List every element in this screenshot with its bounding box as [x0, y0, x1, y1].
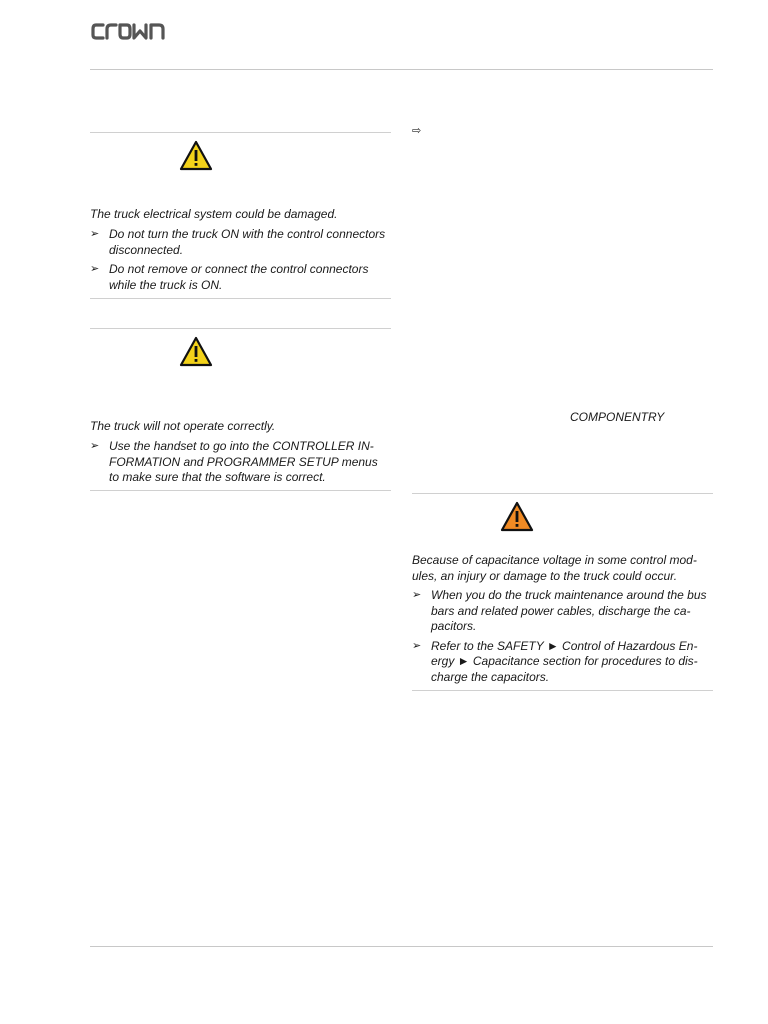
list-item: ➢ When you do the truck maintenance around the bus bars and related power cables, discharge the ca-pacitors.	[412, 588, 707, 633]
reference-arrow-icon: ⇨	[412, 125, 422, 137]
crown-logo-mark	[90, 20, 170, 42]
warning-triangle-orange-icon	[500, 501, 534, 532]
bullet-arrow-icon: ➢	[412, 639, 422, 652]
notice1-bullets	[90, 227, 391, 297]
bullet-arrow-icon: ➢	[90, 440, 100, 452]
warning-intro: Because of capacitance voltage in some control mod-ules, an injury or damage to the truck could occur.	[412, 553, 697, 583]
bullet-arrow-icon: ➢	[90, 263, 100, 275]
warning-triangle-yellow-icon	[179, 140, 213, 171]
notice2-intro: The truck will not operate correctly.	[90, 419, 276, 433]
list-item: ➢ Refer to the SAFETY ► Control of Hazardous En-ergy ► Capacitance section for procedures to dis-charge the capacitors.	[412, 638, 698, 684]
componentry-label: COMPONENTRY	[570, 410, 665, 424]
notice2-bullets	[90, 439, 391, 490]
footer-rule	[90, 946, 713, 947]
crown-logo	[90, 20, 170, 42]
list-item: ➢ Do not remove or connect the control connectors while the truck is ON.	[90, 262, 369, 292]
list-item: ➢ Do not turn the truck ON with the control connectors disconnected.	[90, 227, 386, 257]
bullet-arrow-icon: ➢	[90, 228, 100, 240]
bullet-arrow-icon: ➢	[412, 589, 422, 601]
warning-triangle-yellow-icon	[179, 336, 213, 367]
notice1-intro: The truck electrical system could be damaged.	[90, 207, 338, 221]
header-rule	[90, 69, 713, 70]
list-item: ➢ Use the handset to go into the CONTROLLER IN-FORMATION and PROGRAMMER SETUP menus to make sure that the software is correct.	[90, 439, 378, 484]
warning-bullets	[412, 588, 713, 689]
